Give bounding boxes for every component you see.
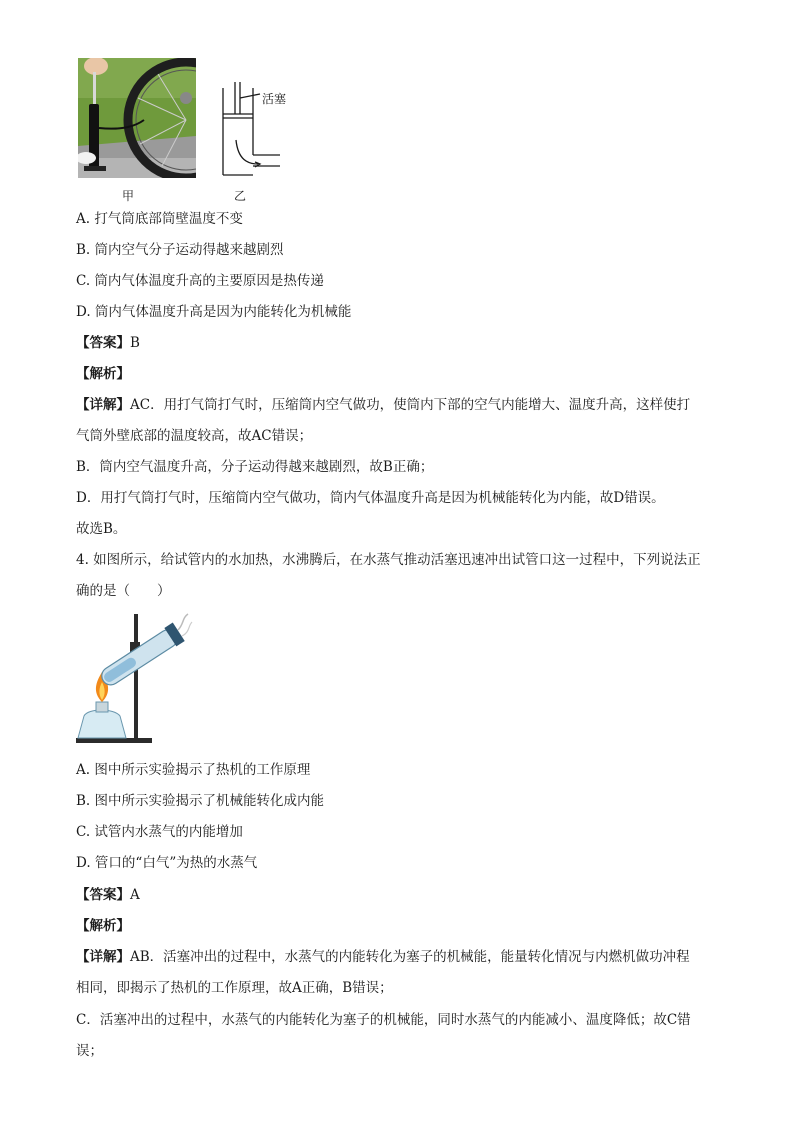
q4-detail-line-4: 误； — [76, 1043, 103, 1059]
q4-option-d: D. 管口的“白气”为热的水蒸气 — [76, 855, 258, 871]
q3-option-d: D. 筒内气体温度升高是因为内能转化为机械能 — [76, 304, 352, 320]
q4-detail-label: 【详解】 — [76, 949, 130, 965]
q4-stem-line-2: 确的是（ ） — [76, 583, 171, 599]
piston-label: 活塞 — [262, 92, 287, 106]
q4-detail-line-2: 相同，即揭示了热机的工作原理，故A正确，B错误； — [76, 980, 393, 996]
test-tube-figure — [74, 612, 194, 748]
q4-detail-line-3: C．活塞冲出的过程中，水蒸气的内能转化为塞子的机械能，同时水蒸气的内能减小、温度降低；故C错 — [76, 1012, 691, 1028]
q3-answer — [76, 333, 140, 353]
q3-option-c: C. 筒内气体温度升高的主要原因是热传递 — [76, 273, 324, 289]
pump-photo-image — [78, 58, 196, 178]
q4-detail-text-1: AB．活塞冲出的过程中，水蒸气的内能转化为塞子的机械能，能量转化情况与内燃机做功冲程 — [130, 949, 690, 965]
q3-detail-label: 【详解】 — [76, 397, 130, 413]
q4-option-b: B. 图中所示实验揭示了机械能转化成内能 — [76, 793, 325, 809]
q4-detail-line-1 — [76, 947, 690, 967]
q3-detail-line-1 — [76, 395, 690, 415]
q3-answer-value: B — [130, 335, 140, 351]
q4-option-c: C. 试管内水蒸气的内能增加 — [76, 824, 243, 840]
q3-analysis-label: 【解析】 — [76, 366, 130, 382]
q3-option-a: A. 打气筒底部筒壁温度不变 — [76, 211, 243, 227]
q4-analysis-label: 【解析】 — [76, 918, 130, 934]
diagram-caption: 乙 — [234, 189, 247, 203]
q4-answer-label: 【答案】 — [76, 887, 130, 903]
q3-detail-text-1: AC．用打气筒打气时，压缩筒内空气做功，使筒内下部的空气内能增大、温度升高，这样使打 — [130, 397, 691, 413]
q4-answer-value: A — [130, 887, 140, 903]
q3-answer-label: 【答案】 — [76, 335, 130, 351]
q4-answer — [76, 885, 140, 905]
photo-caption: 甲 — [122, 189, 135, 203]
q3-detail-line-2: 气筒外壁底部的温度较高，故AC错误； — [76, 428, 313, 444]
q4-option-a: A. 图中所示实验揭示了热机的工作原理 — [76, 762, 311, 778]
q3-detail-line-4: D．用打气筒打气时，压缩筒内空气做功，筒内气体温度升高是因为机械能转化为内能，故D错误。 — [76, 490, 665, 506]
q3-option-b: B. 筒内空气分子运动得越来越剧烈 — [76, 242, 284, 258]
q4-stem-line-1: 4. 如图所示，给试管内的水加热，水沸腾后，在水蒸气推动活塞迅速冲出试管口这一过程中，下列说法正 — [76, 552, 701, 568]
test-tube-image — [74, 612, 194, 748]
q3-detail-line-5: 故选B。 — [76, 521, 127, 537]
q3-detail-line-3: B．筒内空气温度升高，分子运动得越来越剧烈，故B正确； — [76, 459, 434, 475]
pump-photo — [78, 58, 196, 178]
